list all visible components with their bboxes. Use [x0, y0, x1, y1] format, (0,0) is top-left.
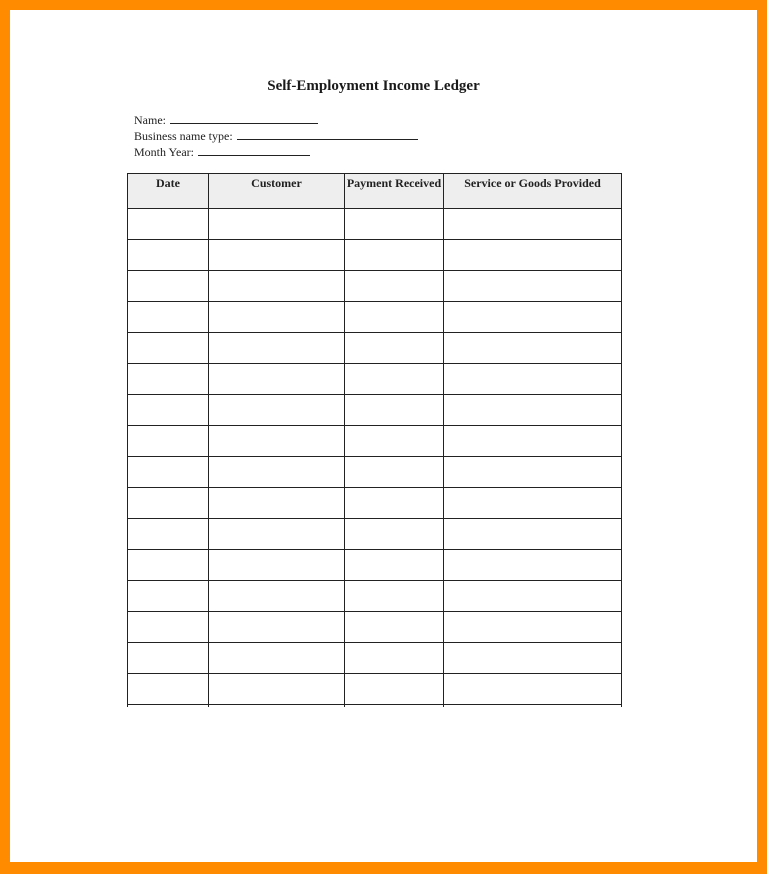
table-cell	[209, 519, 345, 550]
name-line	[170, 112, 318, 124]
table-row	[128, 302, 622, 333]
table-cell	[209, 426, 345, 457]
table-cell	[345, 240, 444, 271]
ledger-table	[127, 173, 622, 707]
table-row	[128, 364, 622, 395]
table-cell	[209, 240, 345, 271]
table-row	[128, 271, 622, 302]
table-cell	[209, 271, 345, 302]
table-cell	[444, 674, 622, 705]
table-cell	[345, 333, 444, 364]
table-cell	[128, 395, 209, 426]
table-row	[128, 674, 622, 705]
table-cell	[209, 581, 345, 612]
table-cell	[209, 674, 345, 705]
table-row	[128, 519, 622, 550]
table-cell	[345, 612, 444, 643]
table-cell	[209, 209, 345, 240]
month-year-line	[198, 144, 310, 156]
table-cell	[209, 488, 345, 519]
table-cell	[444, 395, 622, 426]
table-row	[128, 612, 622, 643]
table-cell	[209, 550, 345, 581]
table-cell	[444, 519, 622, 550]
name-label: Name:	[134, 113, 166, 127]
table-cell	[345, 302, 444, 333]
table-cell	[209, 612, 345, 643]
table-cell	[128, 333, 209, 364]
business-name-field	[134, 128, 418, 144]
table-cell	[444, 581, 622, 612]
header-service-goods: Service or Goods Provided	[444, 174, 622, 209]
month-year-field	[134, 144, 418, 160]
table-cell	[128, 488, 209, 519]
table-row	[128, 488, 622, 519]
table-cell	[444, 333, 622, 364]
table-cell	[444, 271, 622, 302]
table-row-partial	[128, 705, 622, 708]
table-cell	[444, 240, 622, 271]
table-cell	[444, 364, 622, 395]
table-cell	[345, 209, 444, 240]
table-header-row	[128, 174, 622, 209]
table-cell	[209, 333, 345, 364]
table-row	[128, 240, 622, 271]
table-cell	[444, 612, 622, 643]
table-cell	[444, 550, 622, 581]
table-cell	[128, 643, 209, 674]
table-cell	[345, 550, 444, 581]
table-cell	[209, 457, 345, 488]
table-cell	[128, 271, 209, 302]
table-cell	[209, 643, 345, 674]
table-cell	[128, 364, 209, 395]
table-cell	[128, 240, 209, 271]
table-cell	[209, 364, 345, 395]
table-cell	[345, 581, 444, 612]
table-row	[128, 457, 622, 488]
table-cell	[345, 643, 444, 674]
table-row	[128, 550, 622, 581]
table-cell	[209, 302, 345, 333]
table-cell	[345, 395, 444, 426]
table-cell	[444, 302, 622, 333]
business-name-label: Business name type:	[134, 129, 233, 143]
table-row	[128, 643, 622, 674]
table-cell	[128, 209, 209, 240]
table-cell	[444, 488, 622, 519]
table-cell	[209, 395, 345, 426]
table-cell	[128, 457, 209, 488]
table-cell	[209, 705, 345, 708]
header-payment-received: Payment Received	[345, 174, 444, 209]
table-cell	[128, 581, 209, 612]
header-fields	[134, 112, 418, 160]
header-customer: Customer	[209, 174, 345, 209]
table-cell	[128, 612, 209, 643]
table-cell	[128, 550, 209, 581]
table-row	[128, 426, 622, 457]
header-date: Date	[128, 174, 209, 209]
ledger-body	[128, 209, 622, 708]
table-row	[128, 395, 622, 426]
table-cell	[444, 457, 622, 488]
table-cell	[128, 302, 209, 333]
table-cell	[345, 271, 444, 302]
table-cell	[444, 705, 622, 708]
table-cell	[128, 519, 209, 550]
business-name-line	[237, 128, 418, 140]
table-cell	[345, 488, 444, 519]
document-title: Self-Employment Income Ledger	[267, 78, 480, 94]
table-cell	[345, 674, 444, 705]
table-cell	[128, 426, 209, 457]
table-cell	[444, 426, 622, 457]
table-row	[128, 581, 622, 612]
month-year-label: Month Year:	[134, 145, 195, 159]
table-cell	[345, 426, 444, 457]
name-field	[134, 112, 418, 128]
table-cell	[345, 519, 444, 550]
table-cell	[345, 705, 444, 708]
table-cell	[444, 209, 622, 240]
table-cell	[444, 643, 622, 674]
table-row	[128, 209, 622, 240]
table-cell	[345, 457, 444, 488]
table-row	[128, 333, 622, 364]
table-cell	[128, 674, 209, 705]
table-cell	[128, 705, 209, 708]
table-cell	[345, 364, 444, 395]
